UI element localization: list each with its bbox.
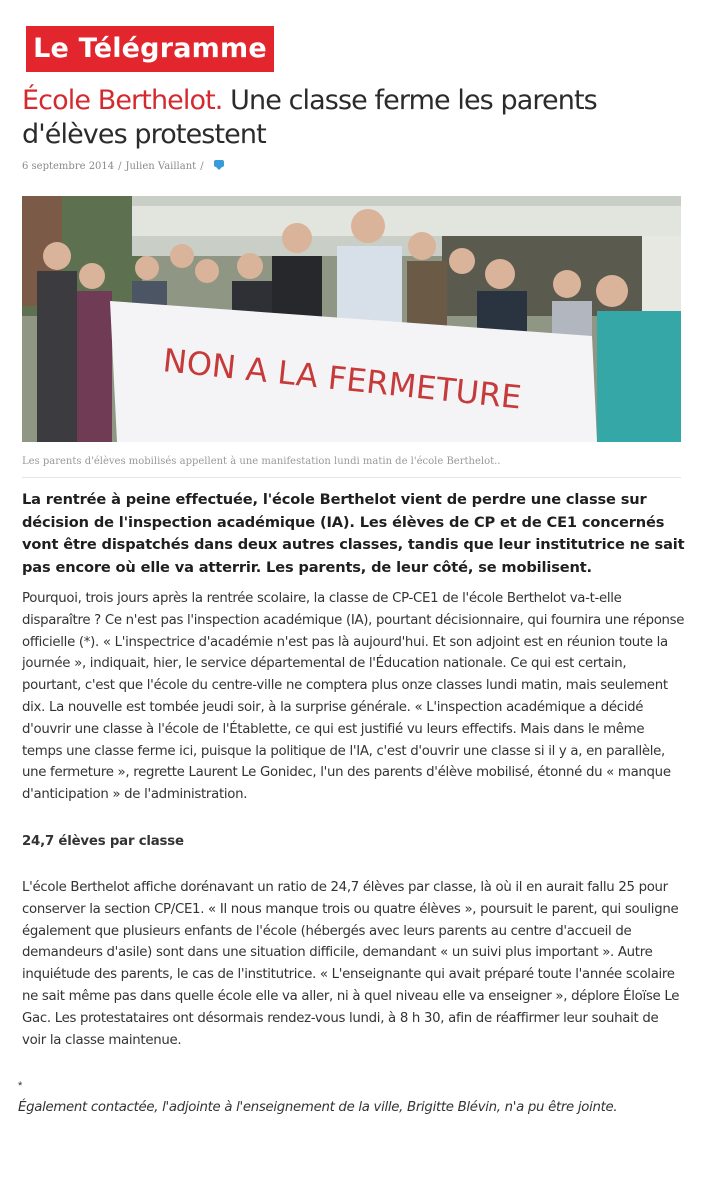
article-headline (22, 84, 682, 152)
article-lead: La rentrée à peine effectuée, l'école Berthelot vient de perdre une classe sur décision de l'inspection académique (IA). Les élèves de CP et de CE1 concernés vont être dispatchés dans deux autres classes, tandis que leur institutrice ne sait pas encore où elle va atterrir. Les parents, de leur côté, se mobilisent. (22, 491, 685, 576)
footnote-mark: * (18, 1080, 23, 1092)
headline-title: Une classe ferme les parents d'élèves protestent (22, 85, 597, 150)
article-author[interactable]: Julien Vaillant (125, 161, 197, 172)
byline-separator: / (200, 161, 204, 172)
site-logo[interactable]: Le Télégramme (26, 26, 274, 72)
article-photo (22, 196, 681, 442)
photo-caption: Les parents d'élèves mobilisés appellent à une manifestation lundi matin de l'école Berthelot.. (22, 456, 501, 467)
protest-photo-illustration (22, 196, 681, 442)
caption-divider (22, 477, 681, 478)
comment-bubble-icon[interactable] (214, 160, 224, 167)
byline-separator: / (118, 161, 122, 172)
banner-text: NON A LA FERMETURE (161, 341, 524, 417)
article-subheading: 24,7 élèves par classe (22, 834, 184, 849)
article-paragraph: L'école Berthelot affiche dorénavant un ratio de 24,7 élèves par classe, là où il en aurait fallu 25 pour conserver la section CP/CE1. « Il nous manque trois ou quatre élèves », poursuit le parent, qui souligne également que plusieurs enfants de l'école (hébergés avec leurs parents au centre d'accueil de demandeurs d'asile) sont dans une situation difficile, demandant « un suivi plus important ». Autre inquiétude des parents, le cas de l'institutrice. « L'enseignante qui avait préparé toute l'année scolaire ne sait même pas dans quelle école elle va aller, ni à quel niveau elle va enseigner », déplore Éloïse Le Gac. Les protestataires ont désormais rendez-vous lundi, à 8 h 30, afin de réaffirmer leur souhait de voir la classe maintenue. (22, 880, 680, 1048)
article-byline (22, 161, 224, 172)
article-paragraph: Pourquoi, trois jours après la rentrée scolaire, la classe de CP-CE1 de l'école Berthelot va-t-elle disparaître ? Ce n'est pas l'inspection académique (IA), pourtant décisionnaire, qui fournira une réponse officielle (*). « L'inspectrice d'académie n'est pas là aujourd'hui. Et son adjoint est en réunion toute la journée », indiquait, hier, le service départemental de l'Éducation nationale. Ce qui est certain, pourtant, c'est que l'école du centre-ville ne comptera plus onze classes lundi matin, mais seulement dix. La nouvelle est tombée jeudi soir, à la surprise générale. « L'inspection académique a décidé d'ouvrir une classe à l'école de l'Établette, ce qui est justifié vu leurs effectifs. Mais dans le même temps une classe ferme ici, puisque la politique de l'IA, c'est d'ouvrir une classe si il y a, en parallèle, une fermeture », regrette Laurent Le Gonidec, l'un des parents d'élève mobilisé, étonné du « manque d'anticipation » de l'administration. (22, 591, 685, 803)
article-date: 6 septembre 2014 (22, 161, 115, 172)
headline-kicker: École Berthelot. (22, 85, 223, 116)
article-footnote: Également contactée, l'adjointe à l'enseignement de la ville, Brigitte Blévin, n'a pu être jointe. (18, 1100, 618, 1115)
